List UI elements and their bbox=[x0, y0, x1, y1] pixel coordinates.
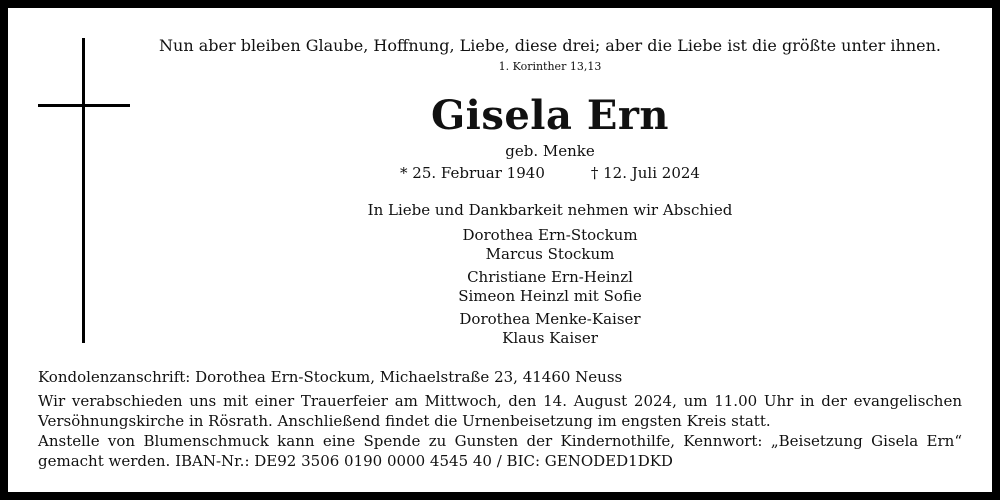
deceased-name: Gisela Ern bbox=[430, 92, 669, 139]
donation-notice bbox=[38, 431, 962, 471]
mourner-name: Dorothea Menke-Kaiser bbox=[459, 310, 641, 328]
bible-quote-reference: 1. Korinther 13,13 bbox=[498, 60, 602, 73]
mourner-name: Dorothea Ern-Stockum bbox=[462, 226, 638, 244]
cross-vertical-bar bbox=[82, 38, 85, 343]
maiden-name: geb. Menke bbox=[505, 142, 595, 160]
funeral-notice-line: Wir verabschieden uns mit einer Trauerfeier am Mittwoch, den 14. August 2024, um 11.00 Uhr in der evangelischen bbox=[38, 392, 962, 410]
condolence-address: Kondolenzanschrift: Dorothea Ern-Stockum, Michaelstraße 23, 41460 Neuss bbox=[38, 368, 623, 386]
bible-quote: Nun aber bleiben Glaube, Hoffnung, Liebe, diese drei; aber die Liebe ist die größte unter ihnen. bbox=[159, 36, 941, 55]
mourner-name: Christiane Ern-Heinzl bbox=[467, 268, 633, 286]
funeral-notice bbox=[38, 391, 962, 431]
funeral-notice-line: Versöhnungskirche in Rösrath. Anschließend findet die Urnenbeisetzung im engsten Kreis statt. bbox=[38, 412, 771, 430]
death-date: † 12. Juli 2024 bbox=[590, 164, 700, 182]
donation-notice-line: Anstelle von Blumenschmuck kann eine Spende zu Gunsten der Kindernothilfe, Kennwort: „Beisetzung Gisela Ern“ bbox=[38, 432, 962, 450]
birth-date: * 25. Februar 1940 bbox=[400, 164, 545, 182]
life-dates bbox=[100, 164, 1000, 182]
mourner-name: Marcus Stockum bbox=[485, 245, 615, 263]
donation-notice-line: gemacht werden. IBAN-Nr.: DE92 3506 0190 0000 4545 40 / BIC: GENODED1DKD bbox=[38, 452, 673, 470]
farewell-intro: In Liebe und Dankbarkeit nehmen wir Abschied bbox=[367, 201, 733, 219]
mourner-name: Klaus Kaiser bbox=[502, 329, 598, 347]
mourner-name: Simeon Heinzl mit Sofie bbox=[458, 287, 642, 305]
